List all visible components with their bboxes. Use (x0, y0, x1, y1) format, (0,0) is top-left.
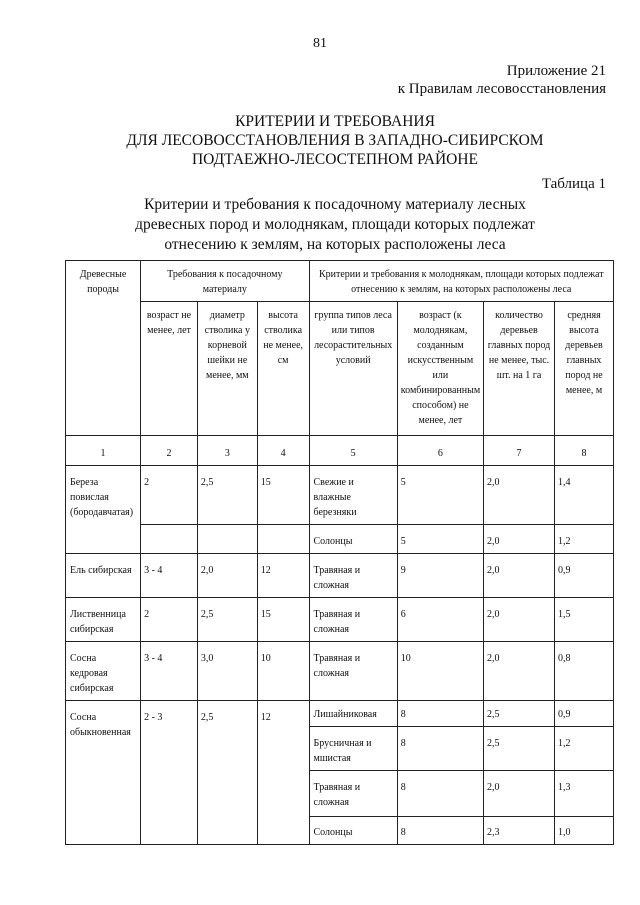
forest-type-cell: Травяная и сложная (309, 771, 397, 817)
age-cell: 3 - 4 (141, 554, 198, 598)
title-line: КРИТЕРИИ И ТРЕБОВАНИЯ (235, 113, 435, 130)
average-height-cell: 1,5 (555, 598, 614, 642)
average-height-cell: 0,9 (555, 554, 614, 598)
header-species: Древесные породы (66, 261, 141, 436)
document-title (0, 112, 640, 169)
empty-cell (257, 525, 309, 554)
forest-type-cell: Свежие и влажные березняки (309, 466, 397, 525)
age-cell: 2 (141, 466, 198, 525)
table-row (66, 701, 614, 727)
criteria-table (65, 260, 614, 845)
column-number: 7 (484, 436, 555, 466)
forest-type-cell: Травяная и сложная (309, 554, 397, 598)
tree-count-cell: 2,0 (484, 525, 555, 554)
column-number: 3 (197, 436, 257, 466)
young-age-cell: 6 (397, 598, 483, 642)
forest-type-cell: Лишайниковая (309, 701, 397, 727)
page-number: 81 (313, 36, 327, 51)
young-age-cell: 5 (397, 466, 483, 525)
column-number: 1 (66, 436, 141, 466)
header-young-stands: Критерии и требования к молоднякам, площади которых подлежат отнесению к землям, на которых расположены леса (309, 261, 613, 302)
table-row (66, 642, 614, 701)
table-row (66, 598, 614, 642)
caption-line: отнесению к землям, на которых расположены леса (164, 236, 506, 253)
header-forest-type: группа типов леса или типов лесорастительных условий (309, 302, 397, 436)
column-number: 4 (257, 436, 309, 466)
title-line: ДЛЯ ЛЕСОВОССТАНОВЛЕНИЯ В ЗАПАДНО-СИБИРСКОМ (126, 132, 544, 149)
header-diameter: диаметр стволика у корневой шейки не менее, мм (197, 302, 257, 436)
diameter-cell: 3,0 (197, 642, 257, 701)
tree-count-cell: 2,0 (484, 554, 555, 598)
tree-count-cell: 2,0 (484, 771, 555, 817)
empty-cell (141, 525, 198, 554)
column-number: 2 (141, 436, 198, 466)
header-row (66, 261, 614, 302)
title-line: ПОДТАЕЖНО-ЛЕСОСТЕПНОМ РАЙОНЕ (191, 151, 479, 168)
header-planting-material: Требования к посадочному материалу (141, 261, 309, 302)
header-height: высота стволика не менее, см (257, 302, 309, 436)
header-tree-count: количество деревьев главных пород не менее, тыс. шт. на 1 га (484, 302, 555, 436)
forest-type-cell: Брусничная и мшистая (309, 727, 397, 771)
header-average-height: средняя высота деревьев главных пород не менее, м (555, 302, 614, 436)
young-age-cell: 5 (397, 525, 483, 554)
young-age-cell: 8 (397, 817, 483, 845)
header-young-age: возраст (к молоднякам, созданным искусственным или комбинированным способом) не менее, лет (397, 302, 483, 436)
average-height-cell: 1,4 (555, 466, 614, 525)
age-cell: 2 - 3 (141, 701, 198, 845)
young-age-cell: 9 (397, 554, 483, 598)
young-age-cell: 8 (397, 701, 483, 727)
young-age-cell: 8 (397, 727, 483, 771)
age-cell: 3 - 4 (141, 642, 198, 701)
age-cell: 2 (141, 598, 198, 642)
tree-count-cell: 2,0 (484, 598, 555, 642)
diameter-cell: 2,5 (197, 466, 257, 525)
average-height-cell: 0,9 (555, 701, 614, 727)
table-row (66, 525, 614, 554)
forest-type-cell: Солонцы (309, 525, 397, 554)
header-row (66, 302, 614, 436)
empty-cell (197, 525, 257, 554)
header-age: возраст не менее, лет (141, 302, 198, 436)
caption-line: Критерии и требования к посадочному материалу лесных (144, 196, 526, 213)
tree-count-cell: 2,5 (484, 727, 555, 771)
species-cell: Сосна обыкновенная (66, 701, 141, 845)
table-number: Таблица 1 (541, 176, 606, 192)
table-row (66, 554, 614, 598)
forest-type-cell: Солонцы (309, 817, 397, 845)
species-cell: Береза повислая (бородавчатая) (66, 466, 141, 554)
column-number-row (66, 436, 614, 466)
species-cell: Лиственница сибирская (66, 598, 141, 642)
average-height-cell: 1,2 (555, 525, 614, 554)
diameter-cell: 2,0 (197, 554, 257, 598)
tree-count-cell: 2,5 (484, 701, 555, 727)
height-cell: 15 (257, 598, 309, 642)
tree-count-cell: 2,3 (484, 817, 555, 845)
appendix-label: Приложение 21 (506, 63, 606, 79)
tree-count-cell: 2,0 (484, 642, 555, 701)
appendix-subtitle: к Правилам лесовосстановления (397, 81, 606, 97)
table-caption (0, 195, 640, 255)
column-number: 5 (309, 436, 397, 466)
young-age-cell: 10 (397, 642, 483, 701)
diameter-cell: 2,5 (197, 701, 257, 845)
species-cell: Сосна кедровая сибирская (66, 642, 141, 701)
average-height-cell: 1,2 (555, 727, 614, 771)
column-number: 8 (555, 436, 614, 466)
column-number: 6 (397, 436, 483, 466)
caption-line: древесных пород и молоднякам, площади которых подлежат (135, 216, 535, 233)
tree-count-cell: 2,0 (484, 466, 555, 525)
table-row (66, 466, 614, 525)
average-height-cell: 1,3 (555, 771, 614, 817)
forest-type-cell: Травяная и сложная (309, 598, 397, 642)
average-height-cell: 1,0 (555, 817, 614, 845)
diameter-cell: 2,5 (197, 598, 257, 642)
height-cell: 12 (257, 701, 309, 845)
young-age-cell: 8 (397, 771, 483, 817)
height-cell: 12 (257, 554, 309, 598)
height-cell: 10 (257, 642, 309, 701)
species-cell: Ель сибирская (66, 554, 141, 598)
average-height-cell: 0,8 (555, 642, 614, 701)
forest-type-cell: Травяная и сложная (309, 642, 397, 701)
height-cell: 15 (257, 466, 309, 525)
